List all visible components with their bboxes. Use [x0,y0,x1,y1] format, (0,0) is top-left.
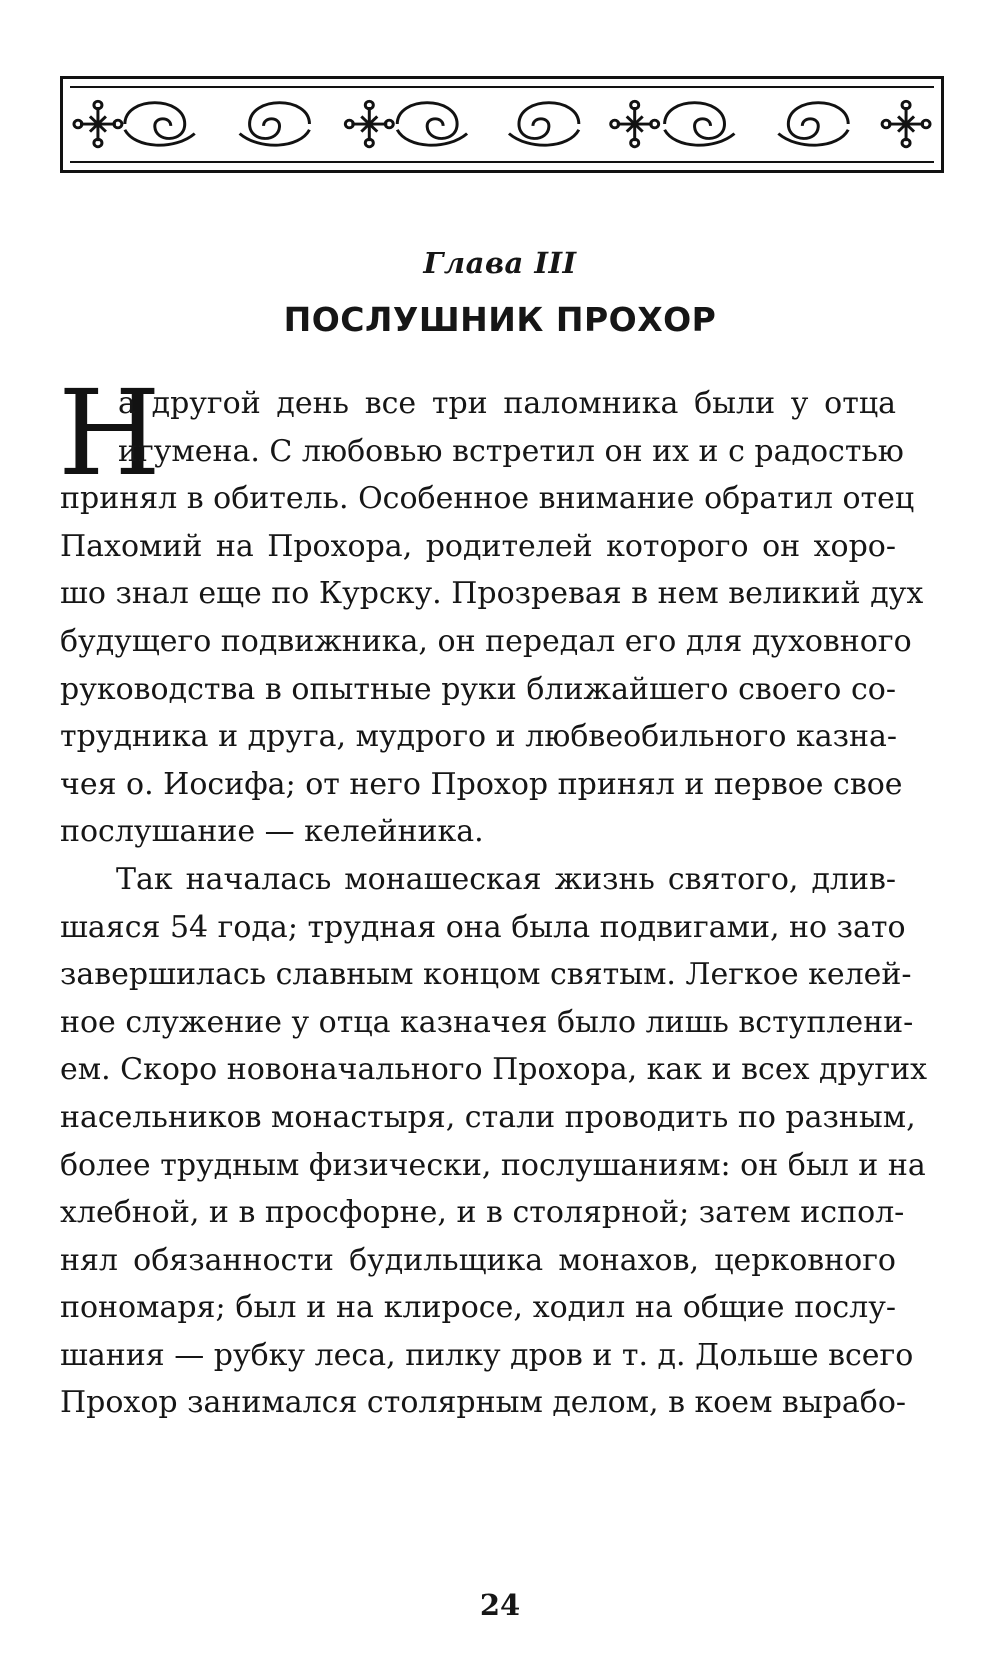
scroll-motif [509,103,579,146]
text-line: шаяся 54 года; трудная она была подвигами, но зато [60,909,906,945]
scroll-motif [778,103,848,146]
scroll-motif [240,103,310,146]
ornamental-header-band [60,76,944,173]
cross-motif [611,101,659,147]
scroll-motif [125,103,195,146]
chapter-label: Глава III [423,246,577,280]
text-line: насельников монастыря, стали проводить по разным, [60,1099,916,1135]
text-line: Пахомий на Прохора, родителей которого он хоро- [60,528,896,564]
drop-cap: Н [58,364,161,502]
text-line: хлебной, и в просфорне, и в столярной; затем испол- [60,1195,905,1231]
text-line: Прохор занимался столярным делом, в коем вырабо- [60,1385,907,1421]
paragraph-2 [60,856,927,1427]
text-line: трудника и друга, мудрого и любвеобильного казна- [60,719,897,755]
text-line: завершилась славным концом святым. Легкое келей- [60,957,912,993]
cross-motif [882,101,930,147]
text-line: а другой день все три паломника были у отца [118,386,896,421]
text-line: послушание — келейника. [60,814,484,850]
text-line: шания — рубку леса, пилку дров и т. д. Дольше всего [60,1337,914,1373]
cross-motif [74,101,122,147]
text-line: более трудным физически, послушаниям: он был и на [60,1147,926,1183]
scroll-motif [665,103,735,146]
ornament-frame [70,86,934,163]
text-line: нял обязанности будильщика монахов, церковного [60,1242,896,1278]
chapter-title: ПОСЛУШНИК ПРОХОР [283,300,717,339]
text-line: игумена. С любовью встретил он их и с радостью [118,433,904,469]
text-line: ем. Скоро новоначального Прохора, как и всех других [60,1052,927,1088]
scroll-motif [397,103,467,146]
text-line: шо знал еще по Курску. Прозревая в нем великий дух [60,576,924,612]
text-line: принял в обитель. Особенное внимание обратил отец [60,481,915,517]
ornament-pattern [70,88,934,161]
cross-motif [345,101,393,147]
text-line: ное служение у отца казначея было лишь вступлени- [60,1004,914,1040]
text-line: чея о. Иосифа; от него Прохор принял и первое свое [60,766,903,802]
text-line: Так началась монашеская жизнь святого, длив- [116,861,896,897]
paragraph-1 [60,380,924,856]
body-text [60,380,927,1427]
text-line: пономаря; был и на клиросе, ходил на общие послу- [60,1290,896,1326]
text-line: будущего подвижника, он передал его для духовного [60,623,912,659]
page-number: 24 [479,1588,521,1622]
text-line: руководства в опытные руки ближайшего своего со- [60,671,896,707]
